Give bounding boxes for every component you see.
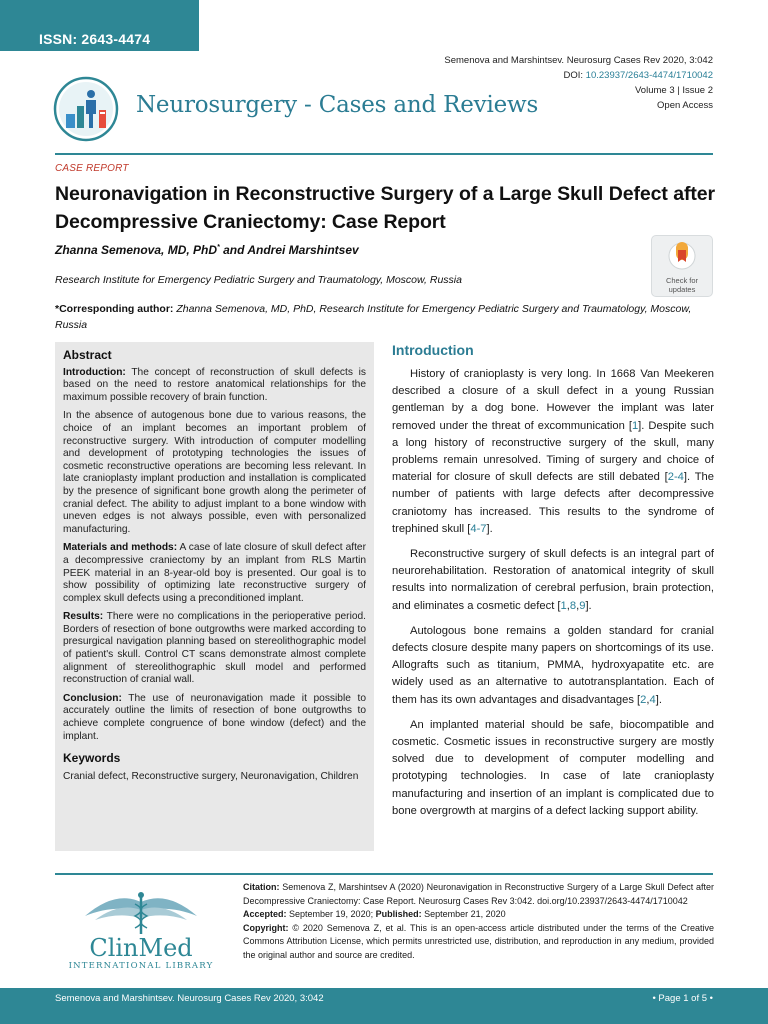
ref-link[interactable]: 9	[579, 599, 586, 612]
ref-link[interactable]: 2	[640, 693, 647, 706]
ref-link[interactable]: 2-4	[667, 471, 684, 484]
corresponding-label: *Corresponding author:	[55, 303, 174, 315]
introduction-heading: Introduction	[392, 342, 474, 358]
intro-paragraph-4: An implanted material should be safe, biocompatible and cosmetic. Cosmetic issues in reconstructive surgery are mostly solved due to development of computer modelling and prototyping technologies. In case of late cranioplasty manufacturing and insertion of an implant is complicated due to bone overgrowth at margins of a defect lacking support ability.	[392, 718, 714, 817]
page-footer-bar	[0, 988, 768, 1024]
header-divider	[55, 153, 713, 155]
corresponding-marker: *	[217, 244, 220, 251]
open-access-label: Open Access	[657, 100, 713, 111]
accepted-date: September 19, 2020;	[286, 909, 376, 920]
citation-text: Semenova Z, Marshintsev A (2020) Neuronavigation in Reconstructive Surgery of a Large Skull Defect after Decompressive Craniectomy: Case Report. Neurosurg Cases Rev 3:042. doi.org/10.23937/2643-4474/1710042	[243, 882, 714, 906]
dates	[243, 908, 714, 922]
ref-separator: ,	[646, 693, 650, 706]
corresponding-text: Zhanna Semenova, MD, PhD, Research Institute for Emergency Pediatric Surgery and Traumatology, Moscow, Russia	[55, 303, 692, 331]
journal-title: Neurosurgery - Cases and Reviews	[136, 92, 539, 118]
published-label: Published:	[375, 909, 422, 920]
caduceus-icon	[85, 892, 197, 934]
issn-text: ISSN: 2643-4474	[39, 31, 151, 47]
citation-label: Citation:	[243, 882, 280, 892]
author-1: Zhanna Semenova, MD, PhD	[55, 243, 218, 257]
article-type: CASE REPORT	[55, 163, 129, 174]
ref-link[interactable]: 8	[569, 599, 577, 612]
abstract-results-label: Results:	[63, 611, 104, 623]
published-date: September 21, 2020	[421, 909, 506, 920]
corresponding-author	[55, 301, 715, 333]
intro-p1-text-a: History of cranioplasty is very long. In 1668 Van Meekeren described a closure of a skull defect in a young Russian gentleman by a dog bone. However the implant was later removed under the threat of excommunication [	[392, 368, 714, 432]
bookmark-icon	[667, 241, 697, 271]
ref-separator: ,	[566, 599, 570, 612]
intro-p2-text-a: Reconstructive surgery of skull defects is an integral part of neurorehabilitation. Restoration of anatomical integrity of skull results into normalization of cerebral perfusion, brain protection, and eliminates a cosmetic defect [	[392, 548, 714, 612]
copyright-label: Copyright:	[243, 922, 289, 933]
clinmed-logo	[55, 886, 227, 972]
publisher-name: ClinMed	[89, 934, 193, 962]
abstract-box	[55, 342, 374, 851]
ref-link[interactable]: 4-7	[470, 522, 487, 535]
intro-p3-text-b: ].	[655, 693, 662, 706]
ref-link[interactable]: 1	[560, 599, 567, 612]
copyright-text: © 2020 Semenova Z, et al. This is an open-access article distributed under the terms of the Creative Commons Attribution License, which permits unrestricted use, distribution, and reproduction in any medium, provided the original author and source are credited.	[243, 922, 714, 960]
affiliation: Research Institute for Emergency Pediatric Surgery and Traumatology, Moscow, Russia	[55, 274, 462, 286]
intro-paragraph-1	[392, 366, 714, 538]
author-list	[55, 243, 359, 257]
abstract-intro-label: Introduction:	[63, 366, 126, 378]
abstract-introduction	[63, 367, 366, 405]
page-number: • Page 1 of 5 •	[652, 993, 713, 1004]
abstract-conclusion	[63, 693, 366, 743]
intro-p2-text-b: ].	[585, 599, 592, 612]
citation-line: Semenova and Marshintsev. Neurosurg Cases Rev 2020, 3:042	[444, 55, 713, 66]
doi-label: DOI:	[563, 70, 584, 81]
citation	[243, 881, 714, 908]
abstract-heading: Abstract	[63, 348, 112, 362]
doi-line	[444, 68, 713, 83]
intro-p1-text-d: ].	[486, 522, 493, 535]
intro-paragraph-2	[392, 546, 714, 615]
check-updates-line2: updates	[668, 285, 696, 294]
author-2: and Andrei Marshintsev	[219, 243, 359, 257]
ref-link[interactable]: 4	[649, 693, 656, 706]
accepted-label: Accepted:	[243, 909, 287, 920]
introduction-body	[392, 366, 714, 828]
volume-issue: Volume 3 | Issue 2	[635, 85, 713, 96]
intro-paragraph-3	[392, 623, 714, 709]
abstract-conclusion-text: The use of neuronavigation made it possible to accurately outline the limits of resection of bone outgrowths to achieve complete congruence of bone window (defect) and the implant.	[63, 692, 366, 742]
abstract-conclusion-label: Conclusion:	[63, 692, 122, 704]
check-for-updates-button[interactable]	[651, 235, 713, 297]
ref-separator: ,	[576, 599, 580, 612]
abstract-intro-text: The concept of reconstruction of skull defects is based on the need to restore anatomical relationships for the maximum possible recovery of brain function.	[63, 366, 366, 403]
abstract-methods	[63, 542, 366, 605]
keywords-heading: Keywords	[63, 751, 121, 766]
abstract-results-text: There were no complications in the perioperative period. Borders of resection of bone outgrowths were marked according to presurgical navigation planning based on stereolithographic model of patient's skull. Control CT scans demonstrate almost complete alignment of stereolithographic skull model and performed reconstruction of cranial wall.	[63, 611, 366, 686]
footer-divider	[55, 873, 713, 875]
keywords-text: Cranial defect, Reconstructive surgery, Neuronavigation, Children	[63, 770, 359, 782]
intro-p1-text-c: ]. The number of patients with large defects after decompressive craniotomy has increased. This results to the syndrome of trephined skull [	[392, 471, 714, 535]
abstract-results	[63, 611, 366, 687]
ref-link[interactable]: 1	[631, 419, 639, 432]
citation-block	[243, 881, 714, 963]
journal-logo-icon	[53, 76, 119, 142]
intro-p1-text-b: ]. Despite such a long history of reconstructive surgery of the skull, many problems remain unresolved. Timing of surgery and choice of material for closure of skull defects are still debated [	[392, 419, 714, 484]
doi-link[interactable]: 10.23937/2643-4474/1710042	[585, 70, 713, 81]
intro-p3-text-a: Autologous bone remains a golden standard for cranial defects closure despite many papers on shortcomings of its use. Allografts such as titanium, PMMA, hydroxyapatite etc. are widely used as an alternative to autotransplantation. Each of them has its own advantages and disadvantages [	[392, 624, 714, 706]
abstract-methods-text: A case of late closure of skull defect after a decompressive craniectomy by an implant from RLS Martin PEEK material in an 8-year-old boy is presented. Our goal is to show possibility of optimizing late reconstructive surgery of complex skull defects using a preconditioned implant.	[63, 542, 366, 604]
issn-banner	[0, 0, 199, 51]
footer-citation: Semenova and Marshintsev. Neurosurg Cases Rev 2020, 3:042	[55, 993, 324, 1004]
publisher-subtitle: INTERNATIONAL LIBRARY	[68, 961, 214, 971]
article-title: Neuronavigation in Reconstructive Surgery of a Large Skull Defect after Decompressive Craniectomy: Case Report	[55, 183, 715, 233]
copyright	[243, 922, 714, 963]
abstract-methods-label: Materials and methods:	[63, 542, 178, 554]
check-updates-line1: Check for	[665, 276, 699, 285]
abstract-para2: In the absence of autogenous bone due to various reasons, the choice of an implant becomes an important problem of reconstructive surgery. With introduction of computer modelling and development of prototyping technologies the issues of cosmetic reconstructive operations are becoming less relevant. In late cranioplasty implant production and installation is complicated by the presence of significant bone growth along the perimeter of cranial defect. The ability to adjust implant to a bone window with uneven edges is not always possible, even with personalized manufacturing.	[63, 410, 366, 535]
